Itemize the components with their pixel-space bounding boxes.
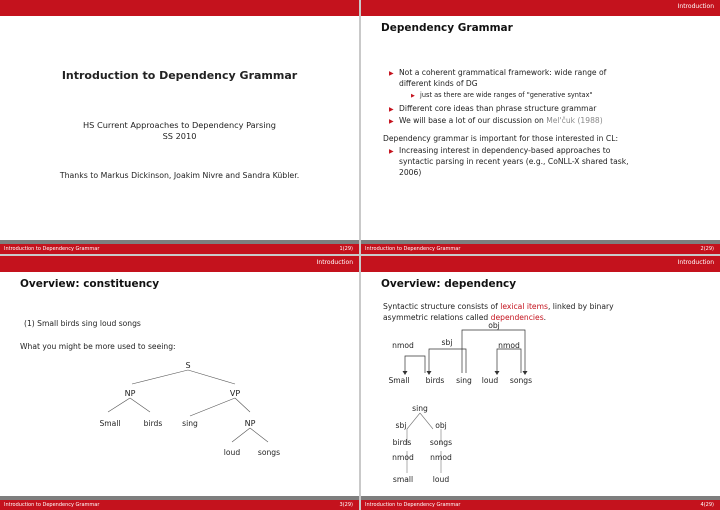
acknowledgements: Thanks to Markus Dickinson, Joakim Nivre and Sandra Kübler. [59,171,300,180]
sub-bullet-icon: ▶ [411,93,415,99]
bullet-text: Different core ideas than phrase structure grammar [399,104,597,113]
bullet-text: We will base a lot of our discussion on Mel'čuk (1988) [399,116,603,125]
header-bar [0,256,359,272]
header-bar [361,0,720,16]
page-number: 2(29) [700,246,714,252]
tree-root-sing: sing [412,404,428,413]
footer-title: Introduction to Dependency Grammar [4,502,100,508]
page-number: 4(29) [700,502,714,508]
frame-title: Dependency Grammar [381,22,513,34]
node-VP: VP [229,389,241,398]
bullet-icon: ▶ [389,70,394,77]
header-section: Introduction [316,259,353,266]
dependency-tree [361,401,561,510]
footer-bar [0,500,359,510]
footer-bar [361,500,720,510]
arc-label-nmod: nmod [392,341,414,350]
arc-label-sbj: sbj [441,338,453,347]
bullet-icon: ▶ [389,106,394,113]
node-S: S [185,361,191,370]
term-dependencies: dependencies [490,313,544,322]
footer-title: Introduction to Dependency Grammar [365,502,461,508]
bullet-text: Not a coherent grammatical framework: wide range of [399,68,607,77]
node-NP: NP [244,419,256,428]
footer-bar [361,244,720,254]
bullet-text: Increasing interest in dependency-based approaches to [399,146,611,155]
leaf-loud: loud [223,448,241,457]
frame-title: Overview: constituency [20,278,160,290]
slide-1 [0,0,359,254]
constituency-tree [0,356,359,476]
dependency-arc-diagram [361,316,720,386]
header-bar [361,256,720,272]
header-section: Introduction [677,3,714,10]
header-bar [0,0,359,16]
tree-label-obj: obj [435,421,447,430]
slide-2 [361,0,720,254]
tree-label-sbj: sbj [395,421,407,430]
footer-title: Introduction to Dependency Grammar [4,246,100,252]
leaf-birds: birds [143,419,163,428]
tree-node-small: small [392,475,414,484]
page-number: 1(29) [339,246,353,252]
slide-3 [0,256,359,510]
arc-label-obj: obj [488,321,500,330]
leaf-songs: songs [257,448,281,457]
paragraph-line: Syntactic structure consists of lexical items, linked by binary [383,302,614,311]
bullet-text: 2006) [399,168,422,177]
tree-node-songs: songs [429,438,453,447]
bullet-icon: ▶ [389,118,394,125]
horizontal-divider [0,254,720,256]
paragraph-line: asymmetric relations called dependencies. [383,313,547,322]
word-songs: songs [509,376,533,385]
tree-node-birds: birds [392,438,412,447]
word-small: Small [388,376,410,385]
arc-label-nmod: nmod [498,341,520,350]
leaf-sing: sing [182,419,198,428]
tree-label-nmod: nmod [392,453,414,462]
slide-title: Introduction to Dependency Grammar [61,69,298,82]
header-section: Introduction [677,259,714,266]
citation: Mel'čuk (1988) [546,116,603,125]
sub-bullet-text: just as there are wide ranges of "generative syntax" [420,91,593,99]
bullet-text: syntactic parsing in recent years (e.g., CoNLL-X shared task, [399,157,629,166]
leaf-small: Small [99,419,121,428]
frame-title: Overview: dependency [381,278,517,290]
bullet-icon: ▶ [389,148,394,155]
bullet-text: different kinds of DG [399,79,478,88]
course-name: HS Current Approaches to Dependency Parsing [83,120,276,130]
paragraph: Dependency grammar is important for those interested in CL: [383,134,619,143]
term-lexical-items: lexical items [500,302,548,311]
word-birds: birds [425,376,445,385]
tree-node-loud: loud [432,475,450,484]
example-sentence: (1) Small birds sing loud songs [24,319,141,328]
slide-4 [361,256,720,510]
page-number: 3(29) [339,502,353,508]
tree-label-nmod: nmod [430,453,452,462]
term: SS 2010 [162,131,197,141]
footer-title: Introduction to Dependency Grammar [365,246,461,252]
word-sing: sing [456,376,472,385]
node-NP: NP [124,389,136,398]
paragraph: What you might be more used to seeing: [20,342,176,351]
footer-bar [0,244,359,254]
word-loud: loud [481,376,499,385]
